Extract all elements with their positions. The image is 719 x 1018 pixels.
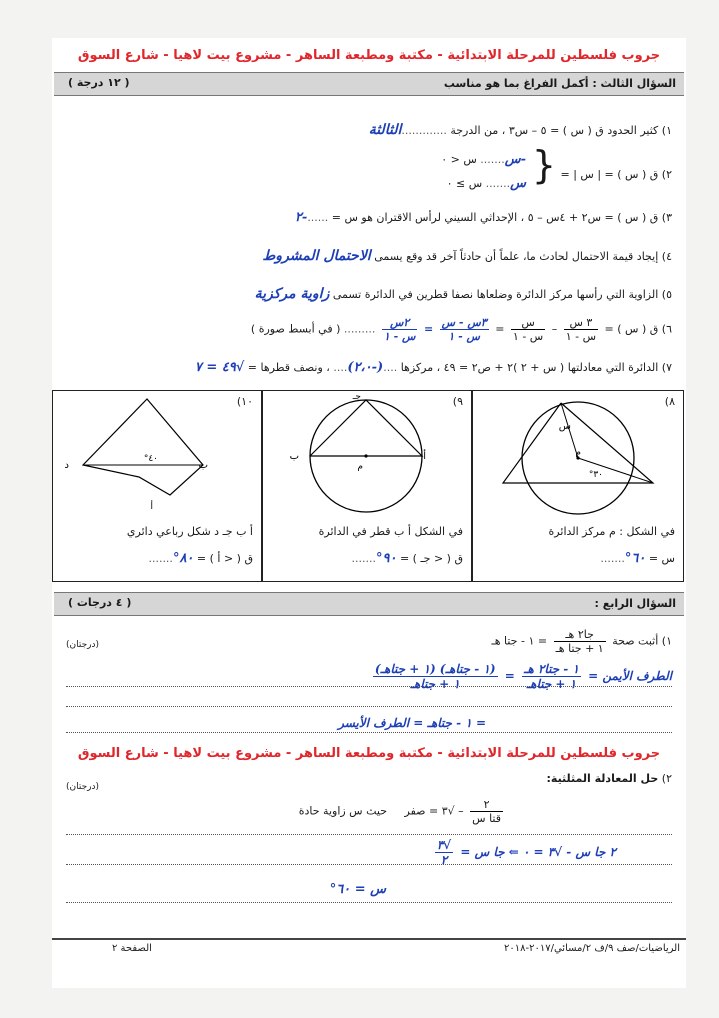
exam-page [52,38,686,988]
page-header: جروب فلسطين للمرحلة الابتدائية - مكتبة ومطبعة الساهر - مشروع بيت لاهيا - شارع السوق [77,48,661,63]
q3-4: ٤) إيجاد قيمة الاحتمال لحادث ما، علماً أن حادثاً آخر قد وقع يسمى الاحتمال المشروط [262,248,672,264]
q3-3-answer: -٢ [294,210,308,225]
section3-bar [54,72,684,96]
q3-2-case1: -س....... س < ٠ [441,152,526,167]
footer-page: الصفحة ٢ [112,943,152,954]
svg-text:أ: أ [150,502,153,512]
q3-1-answer: الثالثة [368,122,402,138]
q4-2: ٢) حل المعادلة المثلثية: [546,772,672,785]
page-footer [52,938,686,954]
repeat-header: جروب فلسطين للمرحلة الابتدائية - مكتبة ومطبعة الساهر - مشروع بيت لاهيا - شارع السوق [77,746,661,761]
q3-2-case2: س....... س ≥ ٠ [446,176,526,191]
q3-7: ٧) الدائرة التي معادلتها ( س + ٢ )٢ + ص٢ = ٤٩ ، مركزها ....(-٢،٠).... ، ونصف قطرها = √٤٩ = ٧ [194,360,672,375]
figure-10: ١٠) د ب أ ٤٠° أ ب جـ د شكل رباعي دائري ق ( < أ ) = ٨٠°....... [52,390,262,582]
q4-1-points: (درجتان) [66,640,100,650]
circle-center-icon [473,391,683,521]
svg-text:م: م [357,462,363,472]
q4-2-work1: ٢ جا س - √٣ = ٠ ⇐ جا س = $\frac{√٣}{٢}$ [436,838,616,867]
cyclic-quadrilateral-icon [53,391,261,521]
figure-8: ٨) س م ٣٠° في الشكل : م مركز الدائرة س = ٦٠°....... [472,390,684,582]
svg-text:٤٠°: ٤٠° [143,454,158,464]
svg-text:د: د [64,460,69,471]
q4-2-points: (درجتان) [66,782,100,792]
figure-9: ٩) ب أ جـ م في الشكل أ ب قطر في الدائرة ق ( < جـ ) = ٩٠°....... [262,390,472,582]
svg-text:ب: ب [289,451,299,462]
q3-6: ٦) ق ( س ) = $\frac{\text{٣ س}}{\text{س - ١}}$ – $\frac{\text{س}}{\text{س - ١}}$ = $\frac{\text{٣س - س}}{\text{س - ١}}$ = $\frac{\text{٢س}}{\text{س - ١}}$ ......... ( في أبسط صورة ) [250,316,672,343]
diameter-circle-icon [263,391,471,521]
svg-text:جـ: جـ [352,392,361,402]
svg-text:أ: أ [423,451,426,462]
q4-2-equation: $\frac{٢}{\text{قتا س}}$ – √٣ = صفر حيث س زاوية حادة [298,798,501,825]
q3-1: ١) كثير الحدود ق ( س ) = ٥ – س٣ ، من الدرجة .............الثالثة [368,122,672,138]
q3-3: ٣) ق ( س ) = س٢ + ٤س – ٥ ، الإحداثي السيني لرأس الاقتران هو س = ......-٢ [294,210,672,225]
q4-1: ١) أثبت صحة $\frac{\text{جا٢ هـ}}{\text{١ + جتا هـ}}$ = ١ - جتا هـ [491,628,672,655]
section4-bar [54,592,684,616]
svg-text:ب: ب [198,460,208,471]
footer-course: الرياضيات/صف ٩/ف ٢/مسائي/٢٠١٧-٢٠١٨ [504,943,680,954]
svg-text:م: م [575,448,581,458]
section3-marks: ( ١٢ درجة ) [68,76,130,89]
q3-5: ٥) الزاوية التي رأسها مركز الدائرة وضلعاها نصفا قطرين في الدائرة تسمى زاوية مركزية [254,286,672,302]
q3-5-answer: زاوية مركزية [254,286,330,302]
brace-icon: { [531,143,556,187]
q3-2: ٢) ق ( س ) = | س | = [560,168,672,181]
section4-marks: ( ٤ درجات ) [68,596,132,609]
section4-title: السؤال الرابع : [594,597,676,610]
section3-title: السؤال الثالث : أكمل الفراغ بما هو مناسب [443,77,676,90]
q4-1-work2: = ١ - جتاهـ = الطرف الأيسر [338,716,486,730]
svg-text:س: س [558,421,571,432]
q4-2-work2: س = ٦٠° [329,882,386,897]
q4-1-work1: الطرف الأيمن = $\frac{\text{١ - جتا٢ هـ}}{\text{١ + جتاهـ}}$ = $\frac{\text{(١ - جتاهـ) (١ + جتاهـ)}}{\text{١ + جتاهـ}}$ [374,662,672,691]
q3-4-answer: الاحتمال المشروط [262,248,371,264]
svg-text:٣٠°: ٣٠° [588,470,603,480]
